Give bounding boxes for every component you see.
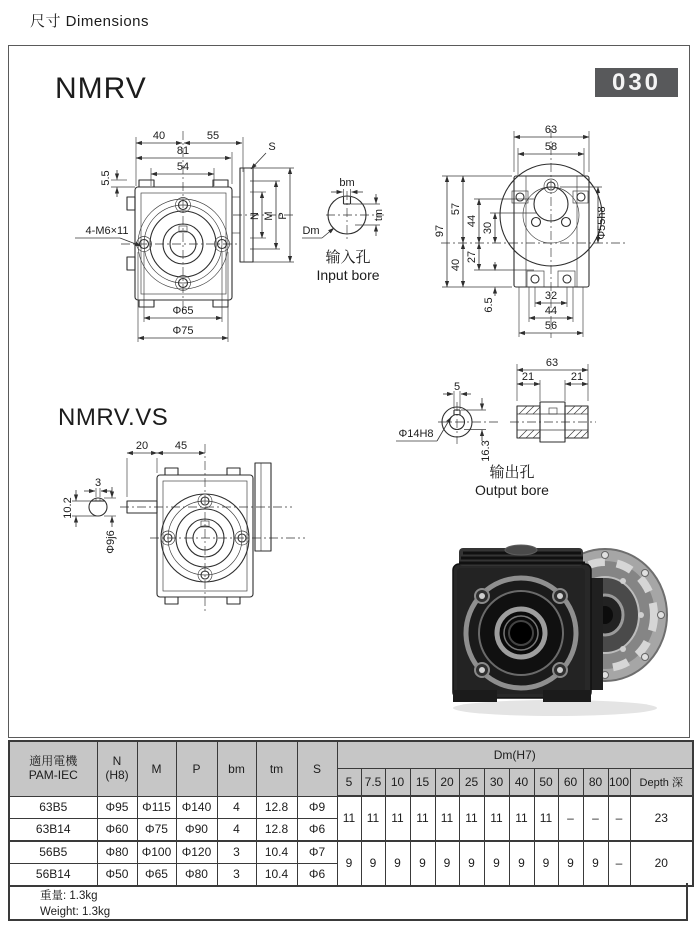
dim-bolt-spec: 4-M6×11	[85, 225, 129, 237]
dim-s: S	[268, 141, 276, 153]
dim-45: 45	[174, 440, 188, 452]
output-bore-caption	[462, 464, 562, 498]
model-nmrv-label: NMRV	[55, 72, 147, 105]
col-header-p: P	[176, 741, 217, 796]
dim-44-upper: 44	[466, 214, 478, 228]
col-header-dm-h7: Dm(H7)	[337, 741, 693, 769]
dim-56: 56	[544, 320, 558, 332]
dim-55: 55	[206, 130, 220, 142]
col-header-tm: tm	[256, 741, 297, 796]
dim-tm: tm	[373, 208, 385, 222]
dim-32: 32	[544, 290, 558, 302]
weight-note-zh: 重量: 1.3kg	[40, 890, 98, 902]
dim-21-left: 21	[521, 371, 535, 383]
dm-subcol-7-5: 7.5	[361, 769, 385, 797]
dm-subcol-10: 10	[385, 769, 410, 797]
weight-note-en: Weight: 1.3kg	[40, 905, 111, 918]
dim-n: N	[249, 212, 261, 220]
cell-depth: 20	[630, 841, 693, 886]
col-header-m: M	[137, 741, 176, 796]
dim-6-5: 6.5	[483, 297, 495, 313]
dim-27: 27	[466, 250, 478, 264]
dim-30: 30	[482, 221, 494, 235]
dim-p: P	[277, 212, 289, 220]
dm-subcol-50: 50	[534, 769, 558, 797]
table-row-56b14: 56B14 Φ50 Φ65 Φ80 3 10.4 Φ6	[9, 863, 693, 886]
dim-phi14h8: Φ14H8	[398, 428, 434, 440]
col-header-s: S	[297, 741, 337, 796]
dim-m: M	[263, 211, 275, 221]
cell-depth: 23	[630, 796, 693, 841]
dm-subcol-20: 20	[435, 769, 459, 797]
model-nmrv-vs-label: NMRV.VS	[58, 404, 169, 431]
dm-subcol-30: 30	[484, 769, 509, 797]
col-header-n: N (H8)	[97, 741, 137, 796]
product-photo	[425, 520, 675, 720]
dim-5: 5	[453, 381, 461, 393]
dm-subcol-25: 25	[459, 769, 484, 797]
cell-model: 56B5	[9, 841, 97, 864]
dm-subcol-5: 5	[337, 769, 361, 797]
dim-57: 57	[450, 202, 462, 216]
dim-dm: Dm	[302, 225, 320, 237]
dim-phi75: Φ75	[172, 325, 194, 337]
dm-subcol-80: 80	[583, 769, 608, 797]
cell-model: 63B14	[9, 818, 97, 841]
col-header-bm: bm	[217, 741, 256, 796]
dm-subcol-100: 100	[608, 769, 630, 797]
size-badge: 030	[595, 68, 678, 97]
dim-20: 20	[135, 440, 149, 452]
dim-63-output: 63	[545, 357, 559, 369]
dim-21-right: 21	[570, 371, 584, 383]
output-bore-caption-zh: 输出孔	[489, 464, 535, 481]
dm-subcol-depth: Depth 深	[630, 769, 693, 797]
nmrv-rear-view-drawing	[435, 125, 695, 340]
dim-54: 54	[176, 161, 190, 173]
dim-bm: bm	[339, 177, 355, 189]
nmrv-vs-drawing	[55, 440, 320, 615]
col-header-pam-iec: 適用電機 PAM-IEC	[9, 741, 97, 796]
dim-3: 3	[94, 477, 102, 489]
nmrv-front-view-drawing	[55, 125, 300, 350]
input-bore-caption-zh: 输入孔	[325, 249, 371, 266]
output-bore-caption-en: Output bore	[475, 481, 549, 498]
page-title: 尺寸 Dimensions	[30, 13, 150, 30]
cell-model: 63B5	[9, 796, 97, 818]
cell-model: 56B14	[9, 863, 97, 886]
table-row-63b5: 63B5 Φ95 Φ115 Φ140 4 12.8 Φ9 11 11 11 11 11 11 11 11 11 – – – 23	[9, 796, 693, 818]
dim-63: 63	[544, 124, 558, 136]
input-bore-caption-en: Input bore	[316, 266, 380, 283]
input-bore-caption	[303, 249, 393, 283]
dim-phi9j6: Φ9j6	[105, 530, 117, 554]
table-row-63b14: 63B14 Φ60 Φ75 Φ90 4 12.8 Φ6	[9, 818, 693, 841]
dim-81: 81	[176, 145, 190, 157]
dim-phi55h8: Φ55h8	[596, 206, 608, 240]
dim-58: 58	[544, 141, 558, 153]
dim-40: 40	[450, 258, 462, 272]
dm-subcol-60: 60	[558, 769, 583, 797]
dim-16-3: 16.3	[480, 440, 492, 462]
dim-97: 97	[434, 224, 446, 238]
dm-subcol-40: 40	[509, 769, 534, 797]
weight-note	[8, 883, 688, 921]
dim-44-lower: 44	[544, 305, 558, 317]
dim-40: 40	[152, 130, 166, 142]
dm-subcol-15: 15	[410, 769, 435, 797]
table-row-56b5: 56B5 Φ80 Φ100 Φ120 3 10.4 Φ7 9 9 9 9 9 9 9 9 9 9 9 – 20	[9, 841, 693, 864]
dim-10-2: 10.2	[62, 497, 74, 519]
dim-5-5: 5.5	[100, 170, 112, 186]
dim-phi65: Φ65	[172, 305, 194, 317]
dimension-table	[8, 740, 694, 887]
